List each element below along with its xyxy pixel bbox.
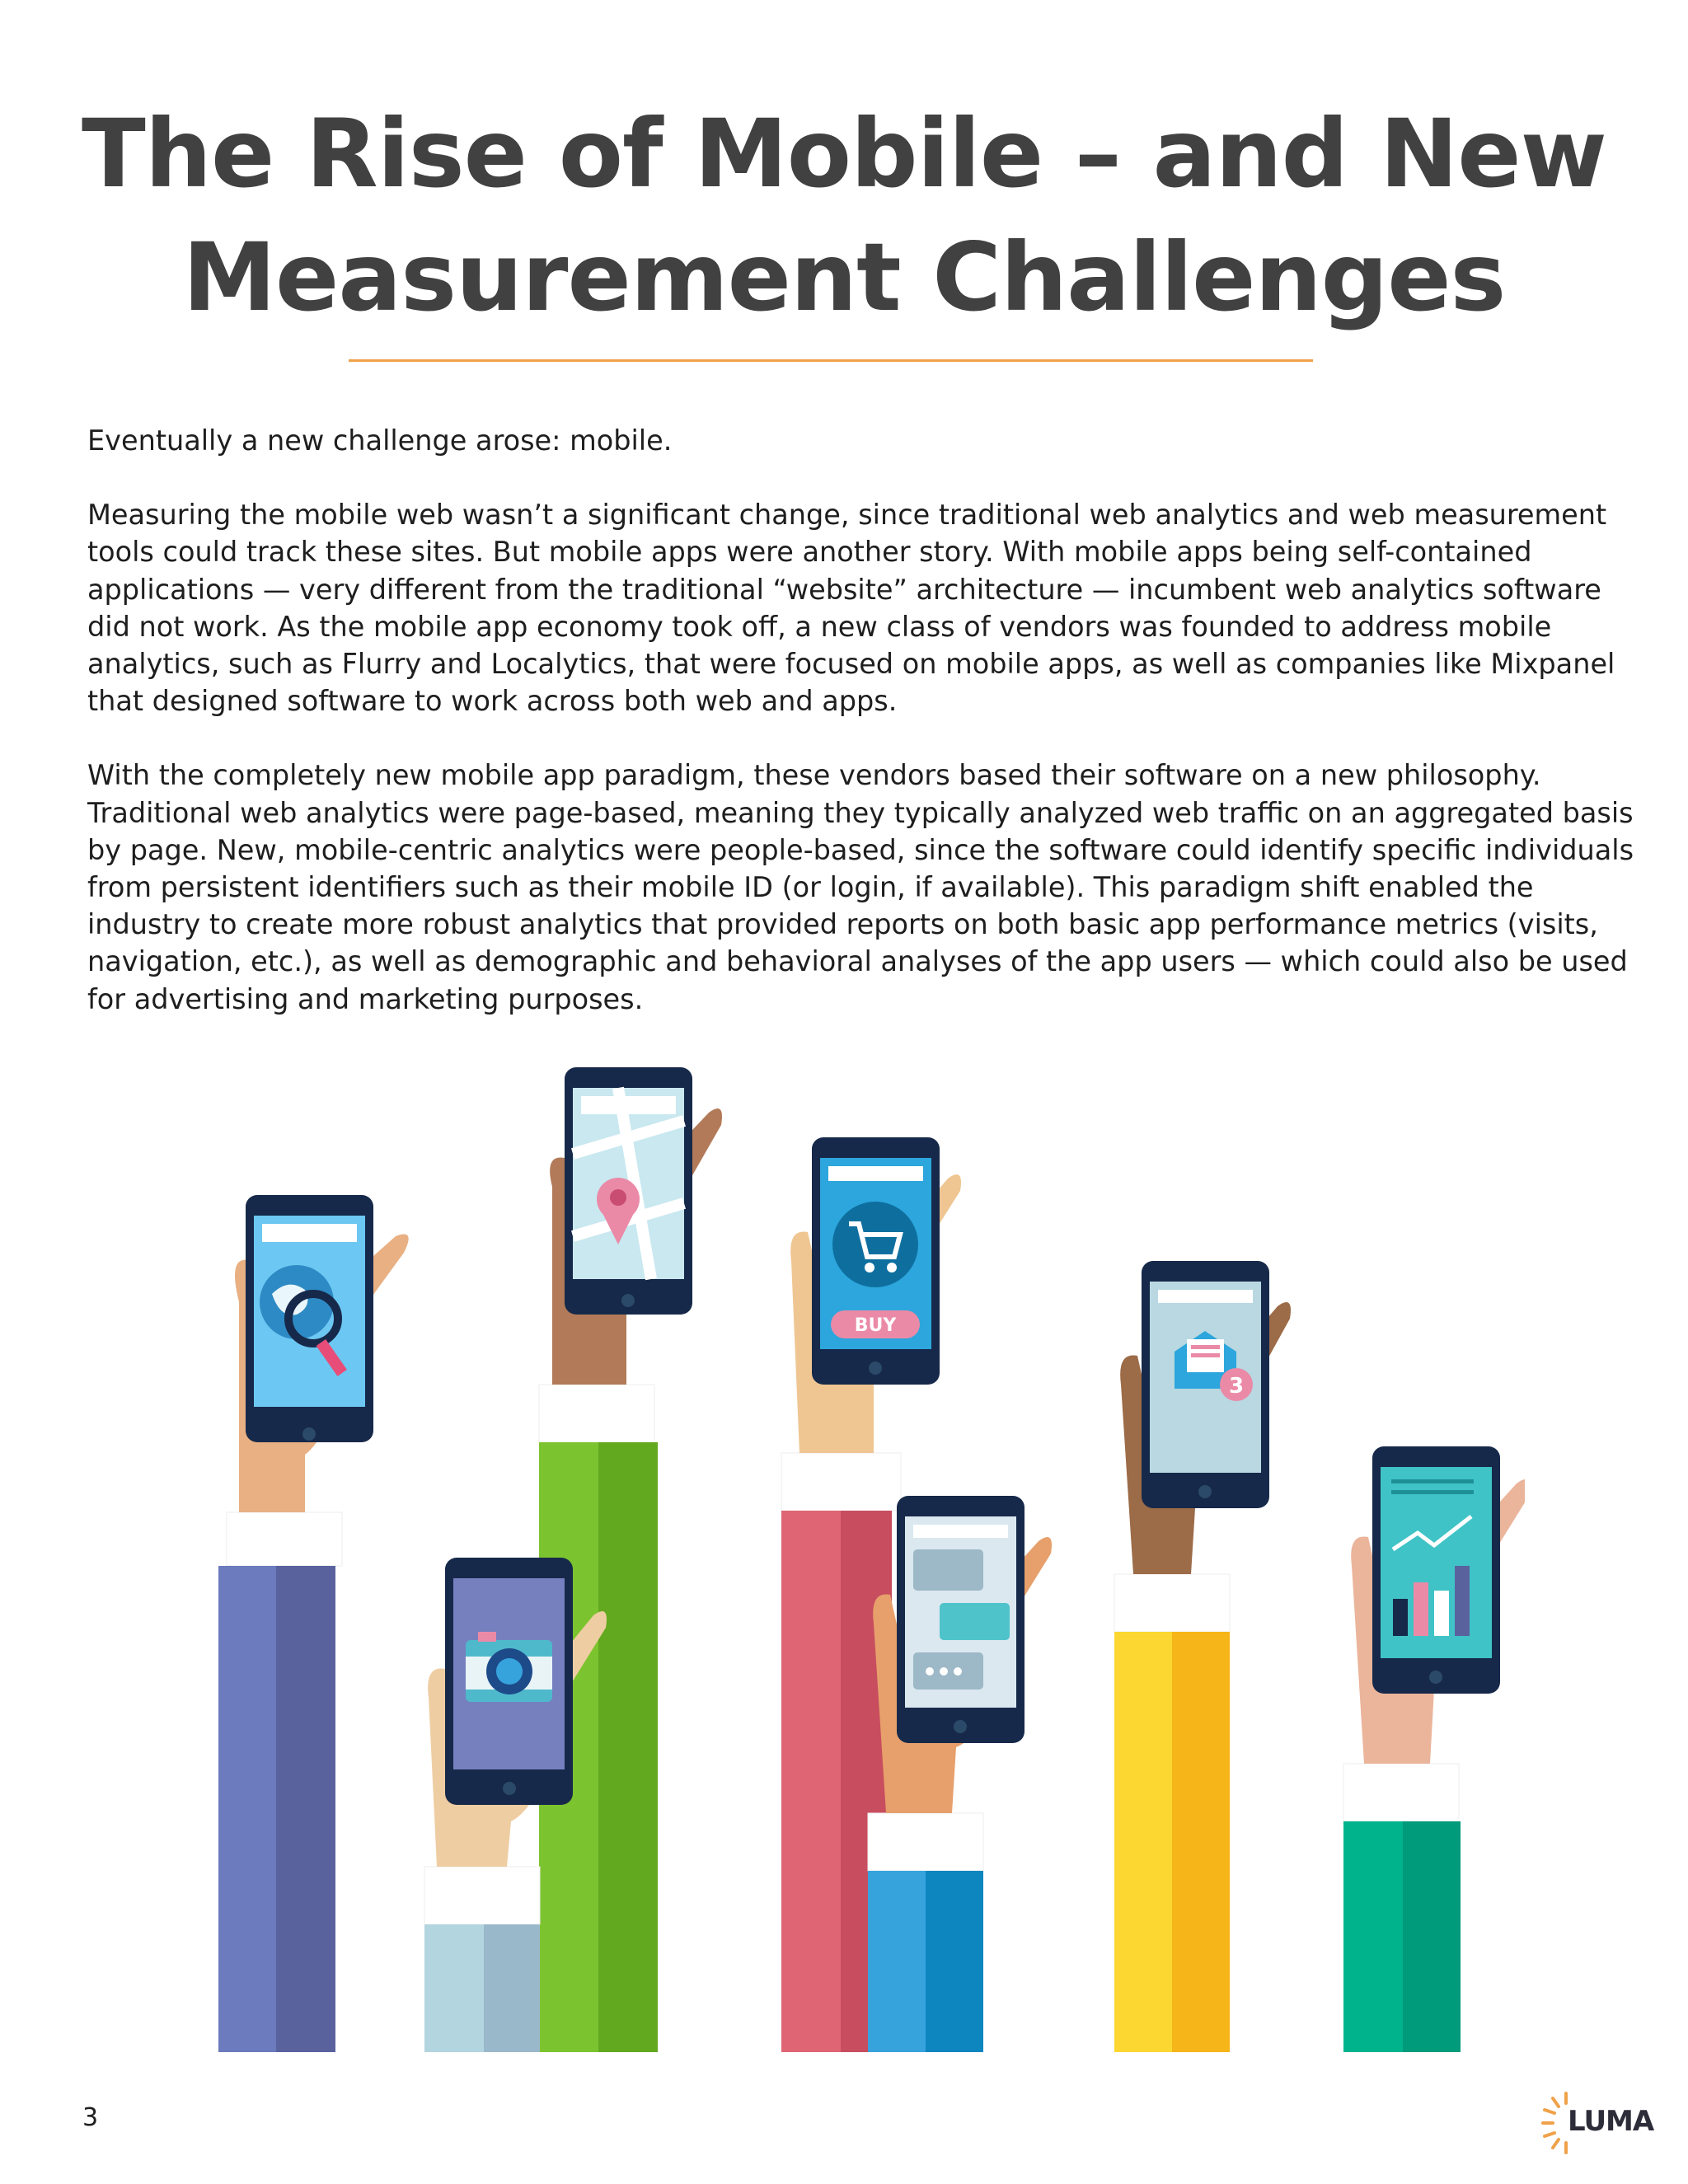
page-title-line-2: Measurement Challenges [182,223,1506,332]
phone-mail [1142,1261,1269,1508]
phone-chat [897,1496,1025,1743]
phone-chart [1372,1446,1500,1694]
phones-illustration [190,1055,1525,2060]
paragraph-paradigm: With the completely new mobile app paradigm, these vendors based their software on a new philosophy. Traditional web analytics were page-based, meaning they typically analyzed web traffic on an aggregated basis by page. New, mobile-centric analytics were people-based, since the software could identify specific individuals from persistent identifiers such as their mobile ID (or login, if available). This paradigm shift enabled the industry to create more robust analytics that provided reports on both basic app performance metrics (visits, navigation, etc.), as well as demographic and behavioral analyses of the app users — which could also be used for advertising and marketing purposes. [87,759,1634,1015]
sleeve-lightblue [424,1867,540,2052]
luma-logo-text: LUMA [1568,2105,1654,2138]
sleeve-purple [218,1512,342,2052]
phone-camera [445,1558,573,1805]
notification-count: 3 [1228,1374,1245,1399]
page-number: 3 [82,2103,99,2132]
buy-label: BUY [854,1315,897,1336]
phone-map [565,1067,692,1315]
page-title [0,92,1688,340]
phone-globe-search [246,1195,373,1442]
paragraph-mobile-web: Measuring the mobile web wasn’t a significant change, since traditional web analytics and web measurement tools could track these sites. But mobile apps were another story. With mobile apps being self-contained applications — very different from the traditional “website” architecture — incumbent web analytics software did not work. As the mobile app economy took off, a new class of vendors was founded to address mobile analytics, such as Flurry and Localytics, that were focused on mobile apps, as well as companies like Mixpanel that designed software to work across both web and apps. [87,499,1615,718]
sleeve-yellow [1114,1574,1230,2052]
article-body [87,422,1637,1055]
sleeve-blue [868,1813,983,2052]
sleeve-teal [1343,1764,1461,2052]
paragraph-intro: Eventually a new challenge arose: mobile. [87,424,673,457]
page-title-line-1: The Rise of Mobile – and New [82,99,1606,209]
phone-shopping-cart [812,1137,940,1385]
title-divider [349,359,1313,362]
